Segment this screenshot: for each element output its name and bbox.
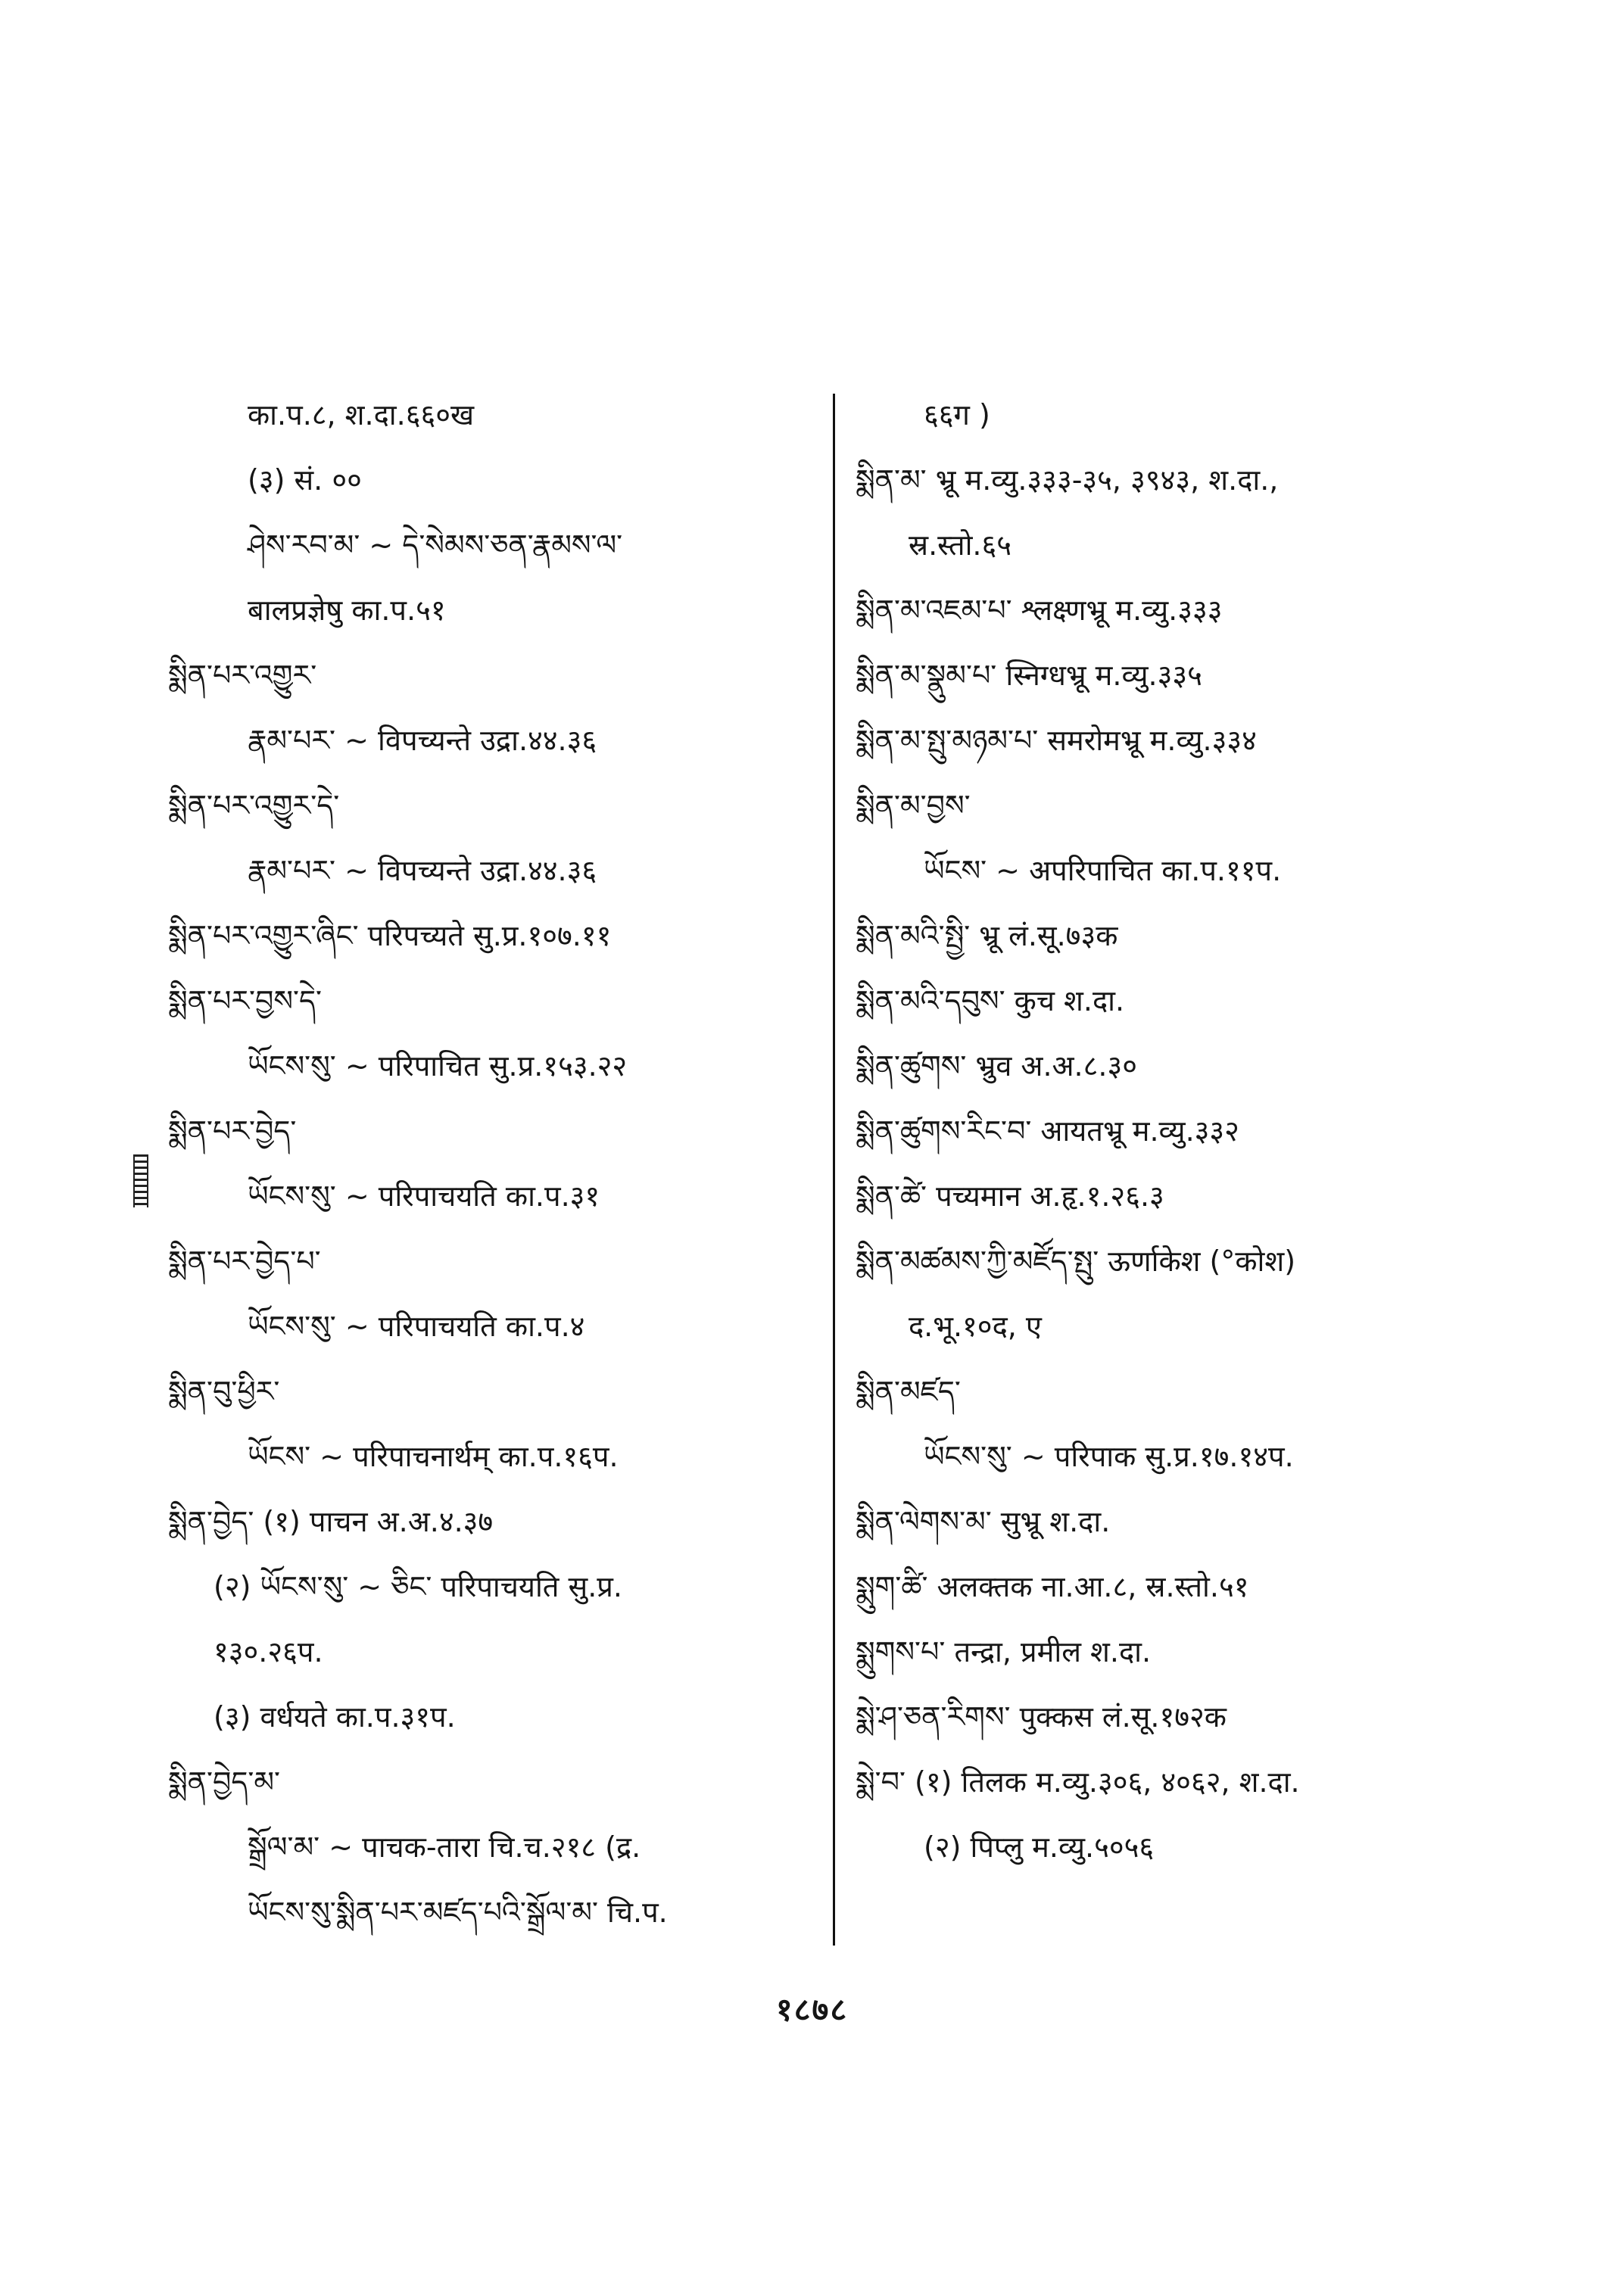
- entry-line: སྨིན་མཛད་: [856, 1375, 961, 1408]
- entry-line: སྒྲོལ་མ་ ~ पाचक-तारा चि.च.२१८ (द्र.: [248, 1830, 641, 1864]
- entry-line: སྨིན་བྱེད་ (१) पाचन अ.अ.४.३७: [168, 1505, 494, 1538]
- entry-line: (३) वर्धयते का.प.३१प.: [214, 1700, 456, 1734]
- entry-line: (२) पिप्लु म.व्यु.५०५६: [924, 1830, 1155, 1864]
- margin-mark: [133, 1154, 148, 1207]
- left-column: [168, 382, 819, 1945]
- entry-line: स्र.स्तो.६५: [909, 528, 1012, 562]
- entry-line: སྨིན་པར་འགྱུར་: [168, 659, 317, 692]
- entry-line: སྨིན་ལེགས་མ་ सुभ्रू श.दा.: [856, 1505, 1111, 1538]
- entry-line: སྨེ་བ་ (१) तिलक म.व्यु.३०६, ४०६२, श.दा.: [856, 1765, 1300, 1799]
- entry-line: ཡོངས་སུ་ ~ परिपाचयति का.प.४: [248, 1310, 585, 1343]
- entry-line: སྨིན་ཚུགས་རིང་བ་ आयतभ्रू म.व्यु.३३२: [856, 1114, 1239, 1148]
- column-divider: [833, 394, 835, 1946]
- entry-line: སྨིན་ཚེ་ पच्यमान अ.हृ.१.२६.३: [856, 1179, 1164, 1213]
- entry-line: ཡོངས་སུ་སྨིན་པར་མཛད་པའི་སྒྲོལ་མ་ चि.प.: [248, 1896, 668, 1929]
- entry-line: द.भू.१०द, ए: [909, 1310, 1042, 1343]
- entry-line: རྣམ་པར་ ~ विपच्यन्ते उद्रा.४४.३६: [248, 854, 597, 887]
- entry-line: སྨིན་པར་འགྱུར་དེ་: [168, 789, 340, 822]
- entry-line: སྨིན་མ་སྤུ་མཉམ་པ་ समरोमभ्रू म.व्यु.३३४: [856, 724, 1257, 757]
- entry-line: སྨིན་མ་བྱས་: [856, 789, 971, 822]
- entry-line: १३०.२६प.: [214, 1635, 323, 1668]
- entry-line: སྨིན་པར་འགྱུར་ཞིང་ परिपच्यते सु.प्र.१०७.११: [168, 919, 612, 952]
- entry-line: ཡོངས་ ~ अपरिपाचित का.प.११प.: [924, 854, 1282, 887]
- entry-line: का.प.८, श.दा.६६०ख: [248, 398, 475, 431]
- entry-line: ཡོངས་ ~ परिपाचनार्थम् का.प.१६प.: [248, 1440, 619, 1473]
- entry-line: སྨིན་མ་འཇམ་པ་ श्लक्ष्णभ्रू म.व्यु.३३३: [856, 594, 1223, 627]
- entry-line: སྨེ་ཤ་ཅན་རིགས་ पुक्कस लं.सू.१७२क: [856, 1700, 1227, 1734]
- entry-line: སྨིན་བྱེད་མ་: [168, 1765, 280, 1799]
- entry-line: རྣམ་པར་ ~ विपच्यन्ते उद्रा.४४.३६: [248, 724, 597, 757]
- entry-line: སྨུགས་པ་ तन्द्रा, प्रमील श.दा.: [856, 1635, 1152, 1668]
- entry-line: (३) सं. ००: [248, 463, 362, 497]
- entry-line: (२) ཡོངས་སུ་ ~ ཅིང་ परिपाचयति सु.प्र.: [214, 1570, 622, 1603]
- entry-line: སྨིན་མ་ भ्रू म.व्यु.३३३-३५, ३९४३, श.दा.,: [856, 463, 1279, 497]
- entry-line: སྨིན་པར་བྱས་དེ་: [168, 984, 322, 1017]
- entry-line: སྨིན་མཚམས་ཀྱི་མཛོད་སྤུ་ ऊर्णाकेश (°कोश): [856, 1245, 1296, 1278]
- right-column: [856, 382, 1484, 1880]
- entry-line: སྨིན་མའི་དབུས་ कुच श.दा.: [856, 984, 1125, 1017]
- entry-line: སྨུག་ཚི་ अलक्तक ना.आ.८, स्र.स्तो.५१: [856, 1570, 1249, 1603]
- entry-line: སྨིན་བུ་ཕྱིར་: [168, 1375, 280, 1408]
- entry-line: སྨིན་མའི་སྤྱི་ भ्रू लं.सू.७३क: [856, 919, 1118, 952]
- entry-line: ཡོངས་སུ་ ~ परिपाक सु.प्र.१७.१४प.: [924, 1440, 1294, 1473]
- entry-line: སྨིན་པར་བྱེད་: [168, 1114, 297, 1148]
- entry-line: ཤེས་རབ་མ་ ~ དེ་སེམས་ཅན་རྣམས་ལ་: [248, 528, 623, 562]
- page-number: १८७८: [775, 1991, 849, 2028]
- entry-line: बालप्रज्ञेषु का.प.५१: [248, 594, 446, 627]
- entry-line: ६६ग ): [924, 398, 990, 431]
- entry-line: སྨིན་པར་བྱེད་པ་: [168, 1245, 321, 1278]
- entry-line: ཡོངས་སུ་ ~ परिपाचयति का.प.३१: [248, 1179, 600, 1213]
- entry-line: ཡོངས་སུ་ ~ परिपाचित सु.प्र.१५३.२२: [248, 1049, 628, 1083]
- entry-line: སྨིན་མ་སྣུམ་པ་ स्निग्धभ्रू म.व्यु.३३५: [856, 659, 1202, 692]
- entry-line: སྨིན་ཚུགས་ भ्रुव अ.अ.८.३०: [856, 1049, 1137, 1083]
